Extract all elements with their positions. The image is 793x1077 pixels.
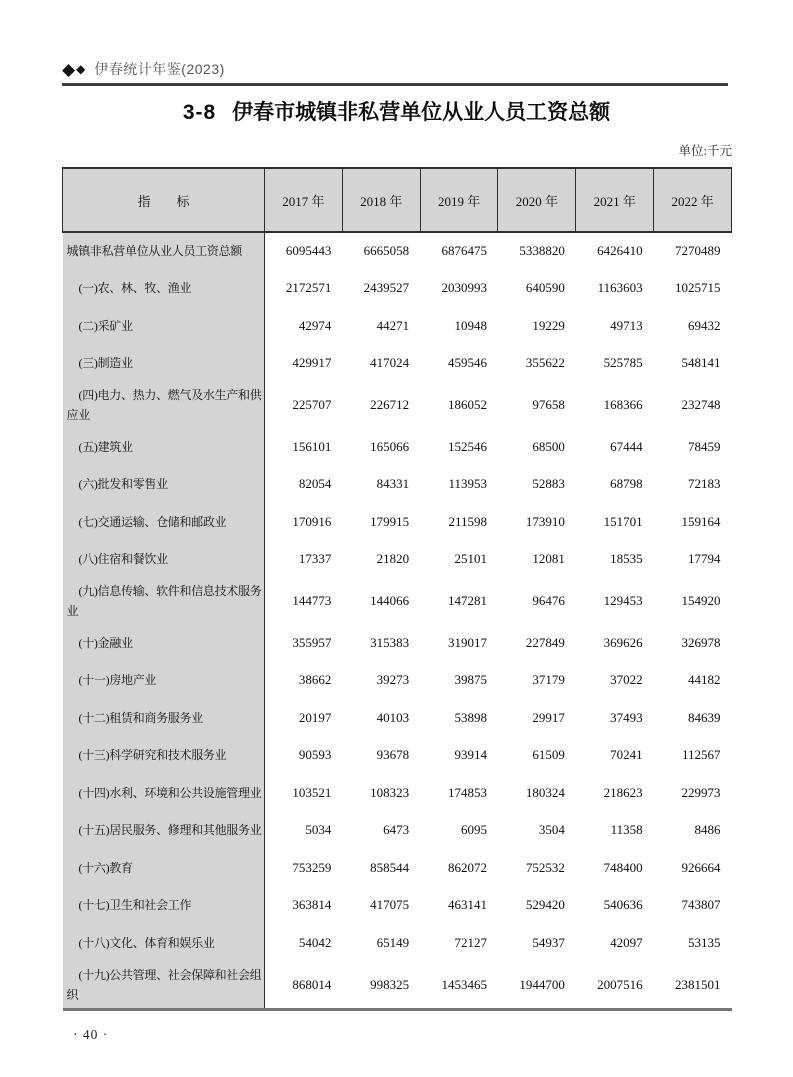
cell-value: 165066 bbox=[370, 438, 410, 454]
cell-value: 68798 bbox=[610, 476, 643, 492]
table-row bbox=[63, 503, 732, 541]
table-row bbox=[63, 270, 732, 308]
cell-value: 72127 bbox=[454, 934, 487, 950]
cell-value: 152546 bbox=[447, 438, 487, 454]
cell-value: 84639 bbox=[688, 709, 721, 725]
cell-value: 112567 bbox=[681, 747, 721, 763]
table-header-row bbox=[63, 168, 732, 232]
table-row bbox=[63, 428, 732, 466]
cell-value: 5034 bbox=[305, 822, 332, 838]
cell-value: 6095443 bbox=[285, 243, 332, 259]
cell-value: 640590 bbox=[525, 280, 565, 296]
cell-value: 37179 bbox=[532, 672, 565, 688]
cell-value: 868014 bbox=[292, 976, 332, 992]
indicator-header: 指 标 bbox=[63, 168, 265, 232]
table-row bbox=[63, 466, 732, 504]
row-label: (十七)卫生和社会工作 bbox=[63, 887, 265, 925]
cell-value: 21820 bbox=[376, 551, 410, 567]
cell-value: 6426410 bbox=[597, 243, 643, 259]
row-label: (七)交通运输、仓储和邮政业 bbox=[63, 503, 265, 541]
cell-value: 70241 bbox=[610, 747, 643, 763]
cell-value: 226712 bbox=[370, 397, 410, 412]
cell-value: 180324 bbox=[525, 784, 565, 800]
cell-value: 225707 bbox=[292, 397, 332, 412]
row-label: (四)电力、热力、燃气及水生产和供应业 bbox=[63, 382, 265, 428]
cell-value: 61509 bbox=[532, 747, 565, 763]
cell-value: 38662 bbox=[298, 672, 332, 688]
table-row bbox=[63, 307, 732, 345]
cell-value: 179915 bbox=[370, 513, 410, 529]
cell-value: 229973 bbox=[681, 784, 721, 800]
row-label: (一)农、林、牧、渔业 bbox=[63, 270, 265, 308]
table-row bbox=[63, 624, 732, 662]
cell-value: 211598 bbox=[448, 513, 487, 529]
row-label: (十九)公共管理、社会保障和社会组织 bbox=[63, 962, 265, 1010]
cell-value: 82054 bbox=[298, 476, 332, 492]
table-row bbox=[63, 962, 732, 1010]
unit-label: 单位:千元 bbox=[678, 144, 732, 158]
cell-value: 6665058 bbox=[363, 243, 410, 259]
cell-value: 54042 bbox=[298, 934, 332, 950]
cell-value: 42974 bbox=[298, 317, 332, 333]
header-rule bbox=[62, 83, 728, 86]
cell-value: 144773 bbox=[292, 593, 332, 608]
cell-value: 1025715 bbox=[675, 280, 721, 296]
cell-value: 93914 bbox=[454, 747, 487, 763]
cell-value: 159164 bbox=[681, 513, 721, 529]
row-label: (十二)租赁和商务服务业 bbox=[63, 699, 265, 737]
cell-value: 326978 bbox=[681, 634, 721, 650]
cell-value: 548141 bbox=[681, 355, 721, 371]
cell-value: 1944700 bbox=[519, 976, 565, 992]
cell-value: 6473 bbox=[383, 822, 410, 838]
cell-value: 417075 bbox=[370, 897, 410, 913]
row-label: (十八)文化、体育和娱乐业 bbox=[63, 924, 265, 962]
year-header-2019: 2019 年 bbox=[420, 168, 498, 232]
cell-value: 186052 bbox=[447, 397, 487, 412]
cell-value: 103521 bbox=[292, 784, 332, 800]
table-row bbox=[63, 699, 732, 737]
cell-value: 44182 bbox=[688, 672, 721, 688]
brand-row bbox=[62, 58, 728, 80]
table-row bbox=[63, 774, 732, 812]
cell-value: 17794 bbox=[688, 551, 721, 567]
cell-value: 170916 bbox=[292, 513, 332, 529]
cell-value: 113953 bbox=[448, 476, 487, 492]
cell-value: 67444 bbox=[610, 438, 643, 454]
table-row bbox=[63, 232, 732, 270]
row-label: (九)信息传输、软件和信息技术服务业 bbox=[63, 578, 265, 624]
cell-value: 84331 bbox=[376, 476, 410, 492]
row-label: (十)金融业 bbox=[63, 624, 265, 662]
cell-value: 540636 bbox=[603, 897, 643, 913]
year-header-2017: 2017 年 bbox=[265, 168, 343, 232]
cell-value: 53135 bbox=[688, 934, 721, 950]
cell-value: 147281 bbox=[447, 593, 487, 608]
cell-value: 926664 bbox=[681, 859, 721, 875]
cell-value: 319017 bbox=[447, 634, 487, 650]
table-body bbox=[63, 232, 732, 1009]
cell-value: 93678 bbox=[376, 747, 410, 763]
cell-value: 227849 bbox=[525, 634, 565, 650]
table-row bbox=[63, 662, 732, 700]
page-number: · 40 · bbox=[73, 1027, 109, 1042]
cell-value: 40103 bbox=[376, 709, 410, 725]
cell-value: 858544 bbox=[370, 859, 410, 875]
cell-value: 748400 bbox=[603, 859, 643, 875]
row-label: (六)批发和零售业 bbox=[63, 466, 265, 504]
cell-value: 355957 bbox=[292, 634, 332, 650]
cell-value: 25101 bbox=[454, 551, 487, 567]
cell-value: 49713 bbox=[610, 317, 643, 333]
cell-value: 2439527 bbox=[363, 280, 410, 296]
row-label: (十五)居民服务、修理和其他服务业 bbox=[63, 812, 265, 850]
table-row bbox=[63, 541, 732, 579]
cell-value: 42097 bbox=[610, 934, 643, 950]
row-label: (十四)水利、环境和公共设施管理业 bbox=[63, 774, 265, 812]
year-header-2022: 2022 年 bbox=[654, 168, 732, 232]
cell-value: 529420 bbox=[525, 897, 565, 913]
cell-value: 2381501 bbox=[675, 976, 721, 992]
row-label: (五)建筑业 bbox=[63, 428, 265, 466]
cell-value: 459546 bbox=[447, 355, 487, 371]
cell-value: 97658 bbox=[532, 397, 565, 412]
cell-value: 1163603 bbox=[597, 280, 643, 296]
cell-value: 18535 bbox=[610, 551, 643, 567]
cell-value: 429917 bbox=[292, 355, 332, 371]
cell-value: 151701 bbox=[603, 513, 643, 529]
cell-value: 154920 bbox=[681, 593, 721, 608]
table-number: 3-8 bbox=[182, 101, 217, 124]
cell-value: 5338820 bbox=[519, 243, 565, 259]
cell-value: 8486 bbox=[694, 822, 721, 838]
year-header-2020: 2020 年 bbox=[498, 168, 576, 232]
cell-value: 363814 bbox=[292, 897, 332, 913]
cell-value: 65149 bbox=[376, 934, 410, 950]
wage-table bbox=[62, 167, 732, 1011]
cell-value: 369626 bbox=[603, 634, 643, 650]
cell-value: 417024 bbox=[370, 355, 410, 371]
row-label: (十三)科学研究和技术服务业 bbox=[63, 737, 265, 775]
year-header-2018: 2018 年 bbox=[342, 168, 420, 232]
table-row bbox=[63, 345, 732, 383]
table-row bbox=[63, 812, 732, 850]
table-row bbox=[63, 924, 732, 962]
cell-value: 218623 bbox=[603, 784, 643, 800]
page-header bbox=[62, 58, 728, 86]
cell-value: 6876475 bbox=[441, 243, 487, 259]
cell-value: 525785 bbox=[603, 355, 643, 371]
table-head bbox=[63, 168, 732, 232]
cell-value: 39875 bbox=[454, 672, 487, 688]
cell-value: 743807 bbox=[681, 897, 721, 913]
cell-value: 753259 bbox=[292, 859, 332, 875]
row-label: 城镇非私营单位从业人员工资总额 bbox=[63, 232, 265, 270]
cell-value: 11358 bbox=[610, 822, 643, 838]
cell-value: 17337 bbox=[298, 551, 332, 567]
cell-value: 37022 bbox=[610, 672, 643, 688]
diamond-icon-large: ◆ bbox=[62, 59, 76, 79]
year-header-2021: 2021 年 bbox=[576, 168, 654, 232]
table-row bbox=[63, 887, 732, 925]
table-row bbox=[63, 849, 732, 887]
cell-value: 3504 bbox=[538, 822, 565, 838]
row-label: (十六)教育 bbox=[63, 849, 265, 887]
table-title-text: 伊春市城镇非私营单位从业人员工资总额 bbox=[232, 101, 611, 124]
cell-value: 52883 bbox=[532, 476, 565, 492]
cell-value: 315383 bbox=[370, 634, 410, 650]
table-row bbox=[63, 382, 732, 428]
row-label: (十一)房地产业 bbox=[63, 662, 265, 700]
cell-value: 1453465 bbox=[441, 976, 487, 992]
cell-value: 53898 bbox=[454, 709, 487, 725]
cell-value: 862072 bbox=[447, 859, 487, 875]
cell-value: 2030993 bbox=[441, 280, 487, 296]
cell-value: 78459 bbox=[688, 438, 721, 454]
cell-value: 19229 bbox=[532, 317, 565, 333]
cell-value: 10948 bbox=[454, 317, 487, 333]
cell-value: 37493 bbox=[610, 709, 643, 725]
cell-value: 355622 bbox=[525, 355, 565, 371]
cell-value: 39273 bbox=[376, 672, 410, 688]
cell-value: 998325 bbox=[370, 976, 410, 992]
row-label: (三)制造业 bbox=[63, 345, 265, 383]
table-row bbox=[63, 578, 732, 624]
cell-value: 6095 bbox=[460, 822, 487, 838]
cell-value: 44271 bbox=[376, 317, 410, 333]
cell-value: 173910 bbox=[525, 513, 565, 529]
cell-value: 20197 bbox=[298, 709, 332, 725]
cell-value: 156101 bbox=[292, 438, 332, 454]
cell-value: 129453 bbox=[603, 593, 643, 608]
cell-value: 90593 bbox=[298, 747, 332, 763]
cell-value: 96476 bbox=[532, 593, 565, 608]
cell-value: 2172571 bbox=[285, 280, 332, 296]
cell-value: 2007516 bbox=[597, 976, 643, 992]
cell-value: 144066 bbox=[370, 593, 410, 608]
table-row bbox=[63, 737, 732, 775]
cell-value: 752532 bbox=[525, 859, 565, 875]
cell-value: 232748 bbox=[681, 397, 721, 412]
cell-value: 29917 bbox=[532, 709, 565, 725]
cell-value: 72183 bbox=[688, 476, 721, 492]
row-label: (八)住宿和餐饮业 bbox=[63, 541, 265, 579]
cell-value: 463141 bbox=[447, 897, 487, 913]
yearbook-brand: 伊春统计年鉴(2023) bbox=[94, 61, 225, 77]
cell-value: 168366 bbox=[603, 397, 643, 412]
row-label: (二)采矿业 bbox=[63, 307, 265, 345]
cell-value: 68500 bbox=[532, 438, 565, 454]
table-title bbox=[0, 96, 793, 126]
cell-value: 69432 bbox=[688, 317, 721, 333]
cell-value: 108323 bbox=[370, 784, 410, 800]
cell-value: 12081 bbox=[532, 551, 565, 567]
cell-value: 54937 bbox=[532, 934, 565, 950]
cell-value: 7270489 bbox=[675, 243, 721, 259]
diamond-icon-small: ◆ bbox=[76, 62, 86, 76]
cell-value: 174853 bbox=[447, 784, 487, 800]
